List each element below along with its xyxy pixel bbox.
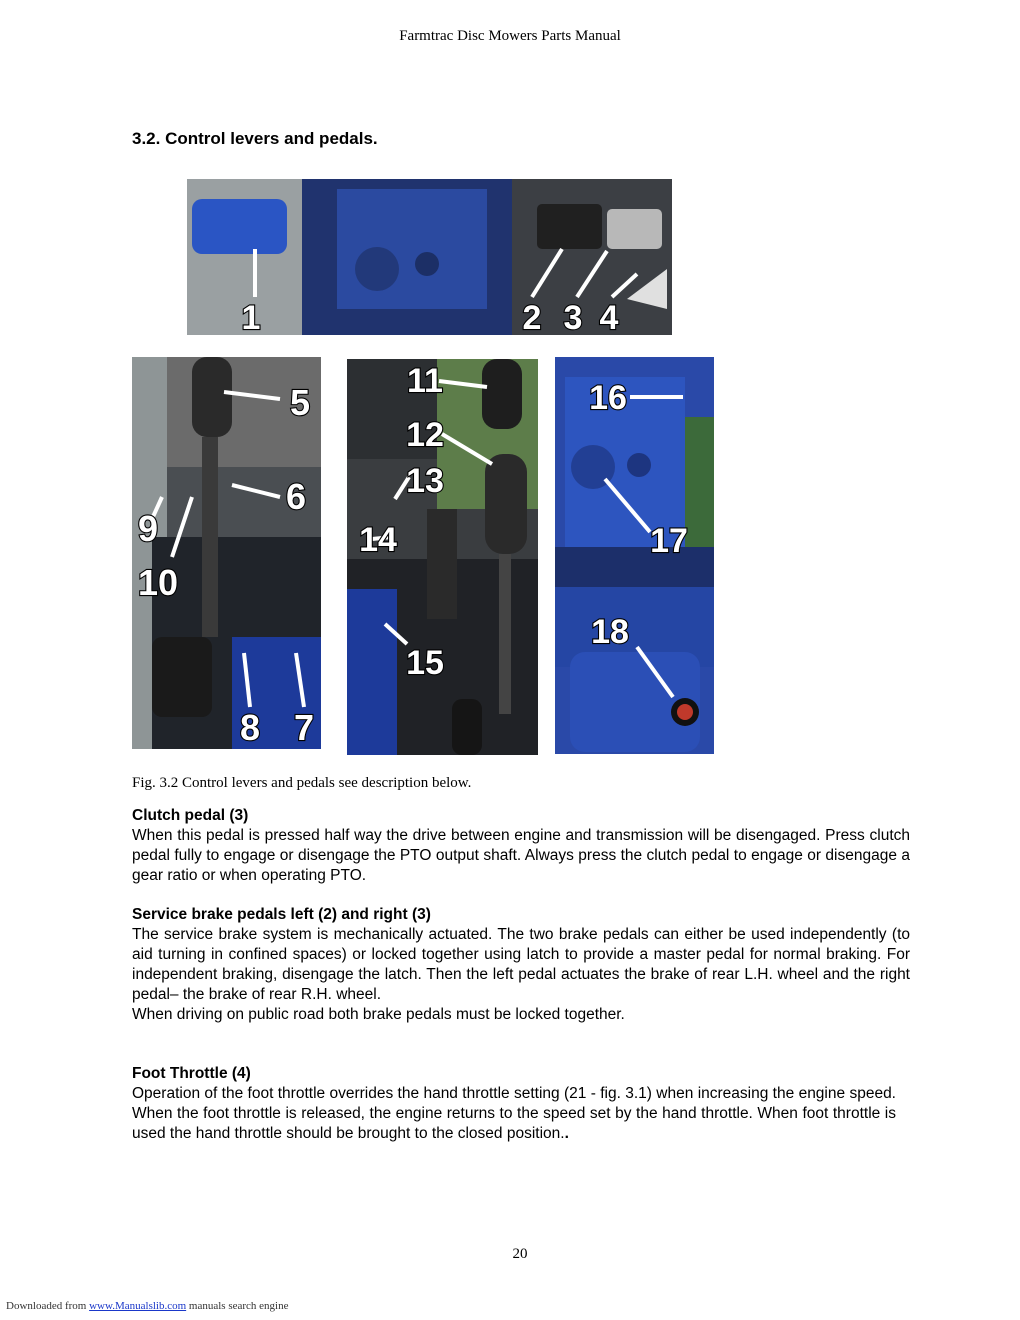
manualslib-link[interactable]: www.Manualslib.com xyxy=(89,1300,187,1312)
callout-2: 2 xyxy=(522,299,542,335)
section-heading: Service brake pedals left (2) and right (3) xyxy=(132,906,431,923)
transmission-photo xyxy=(555,357,714,754)
callout-5: 5 xyxy=(289,382,311,423)
callout-3: 3 xyxy=(563,299,583,335)
download-footer xyxy=(6,1300,288,1312)
callout-18: 18 xyxy=(591,613,629,651)
section-paragraph: When driving on public road both brake pedals must be locked together. xyxy=(132,1006,625,1023)
page-number: 20 xyxy=(512,1246,528,1262)
callout-1: 1 xyxy=(241,299,261,335)
callout-6: 6 xyxy=(285,476,307,517)
callout-8: 8 xyxy=(239,707,261,748)
paragraph-text: Operation of the foot throttle overrides the hand throttle setting (21 - fig. 3.1) when increasing the engine speed. When the foot throttle is released, the engine returns to the speed set by the hand throttle. When foot throttle is used the hand throttle should be brought to the closed position. xyxy=(132,1085,896,1142)
page-header: Farmtrac Disc Mowers Parts Manual xyxy=(399,28,621,44)
callout-4: 4 xyxy=(599,299,619,335)
pedals-photo xyxy=(187,179,672,335)
section-service-brake xyxy=(132,905,910,1025)
section-heading: Clutch pedal (3) xyxy=(132,807,249,824)
callout-11: 11 xyxy=(407,362,443,400)
section-clutch-pedal xyxy=(132,806,910,886)
callout-15: 15 xyxy=(406,644,444,682)
callout-12: 12 xyxy=(406,416,444,454)
section-paragraph xyxy=(132,1084,896,1144)
footer-prefix: Downloaded from xyxy=(6,1300,90,1312)
callout-14: 14 xyxy=(359,521,397,559)
section-paragraph: When this pedal is pressed half way the drive between engine and transmission will be disengaged. Press clutch pedal fully to engage or disengage the PTO output shaft. Always press the clutch pedal to engage or disengage a gear ratio or when operating PTO. xyxy=(132,827,910,884)
bold-period: . xyxy=(564,1125,569,1142)
callout-13: 13 xyxy=(406,462,444,500)
section-heading: Foot Throttle (4) xyxy=(132,1065,251,1082)
levers-left-photo xyxy=(132,357,321,749)
callout-10: 10 xyxy=(137,562,179,603)
footer-suffix: manuals search engine xyxy=(186,1300,289,1312)
section-title: 3.2. Control levers and pedals. xyxy=(132,129,378,148)
callout-16: 16 xyxy=(589,379,627,417)
callout-17: 17 xyxy=(650,522,688,560)
section-foot-throttle xyxy=(132,1064,896,1144)
section-paragraph: The service brake system is mechanically actuated. The two brake pedals can either be used independently (to aid turning in confined spaces) or locked together using latch to provide a master pedal for normal braking. For independent braking, disengage the latch. Then the left pedal actuates the brake of rear L.H. wheel and the right pedal– the brake of rear R.H. wheel. xyxy=(132,926,910,1003)
callout-7: 7 xyxy=(293,707,315,748)
callout-9: 9 xyxy=(137,508,159,549)
levers-middle-photo xyxy=(347,359,538,755)
figure-caption: Fig. 3.2 Control levers and pedals see description below. xyxy=(132,775,472,791)
